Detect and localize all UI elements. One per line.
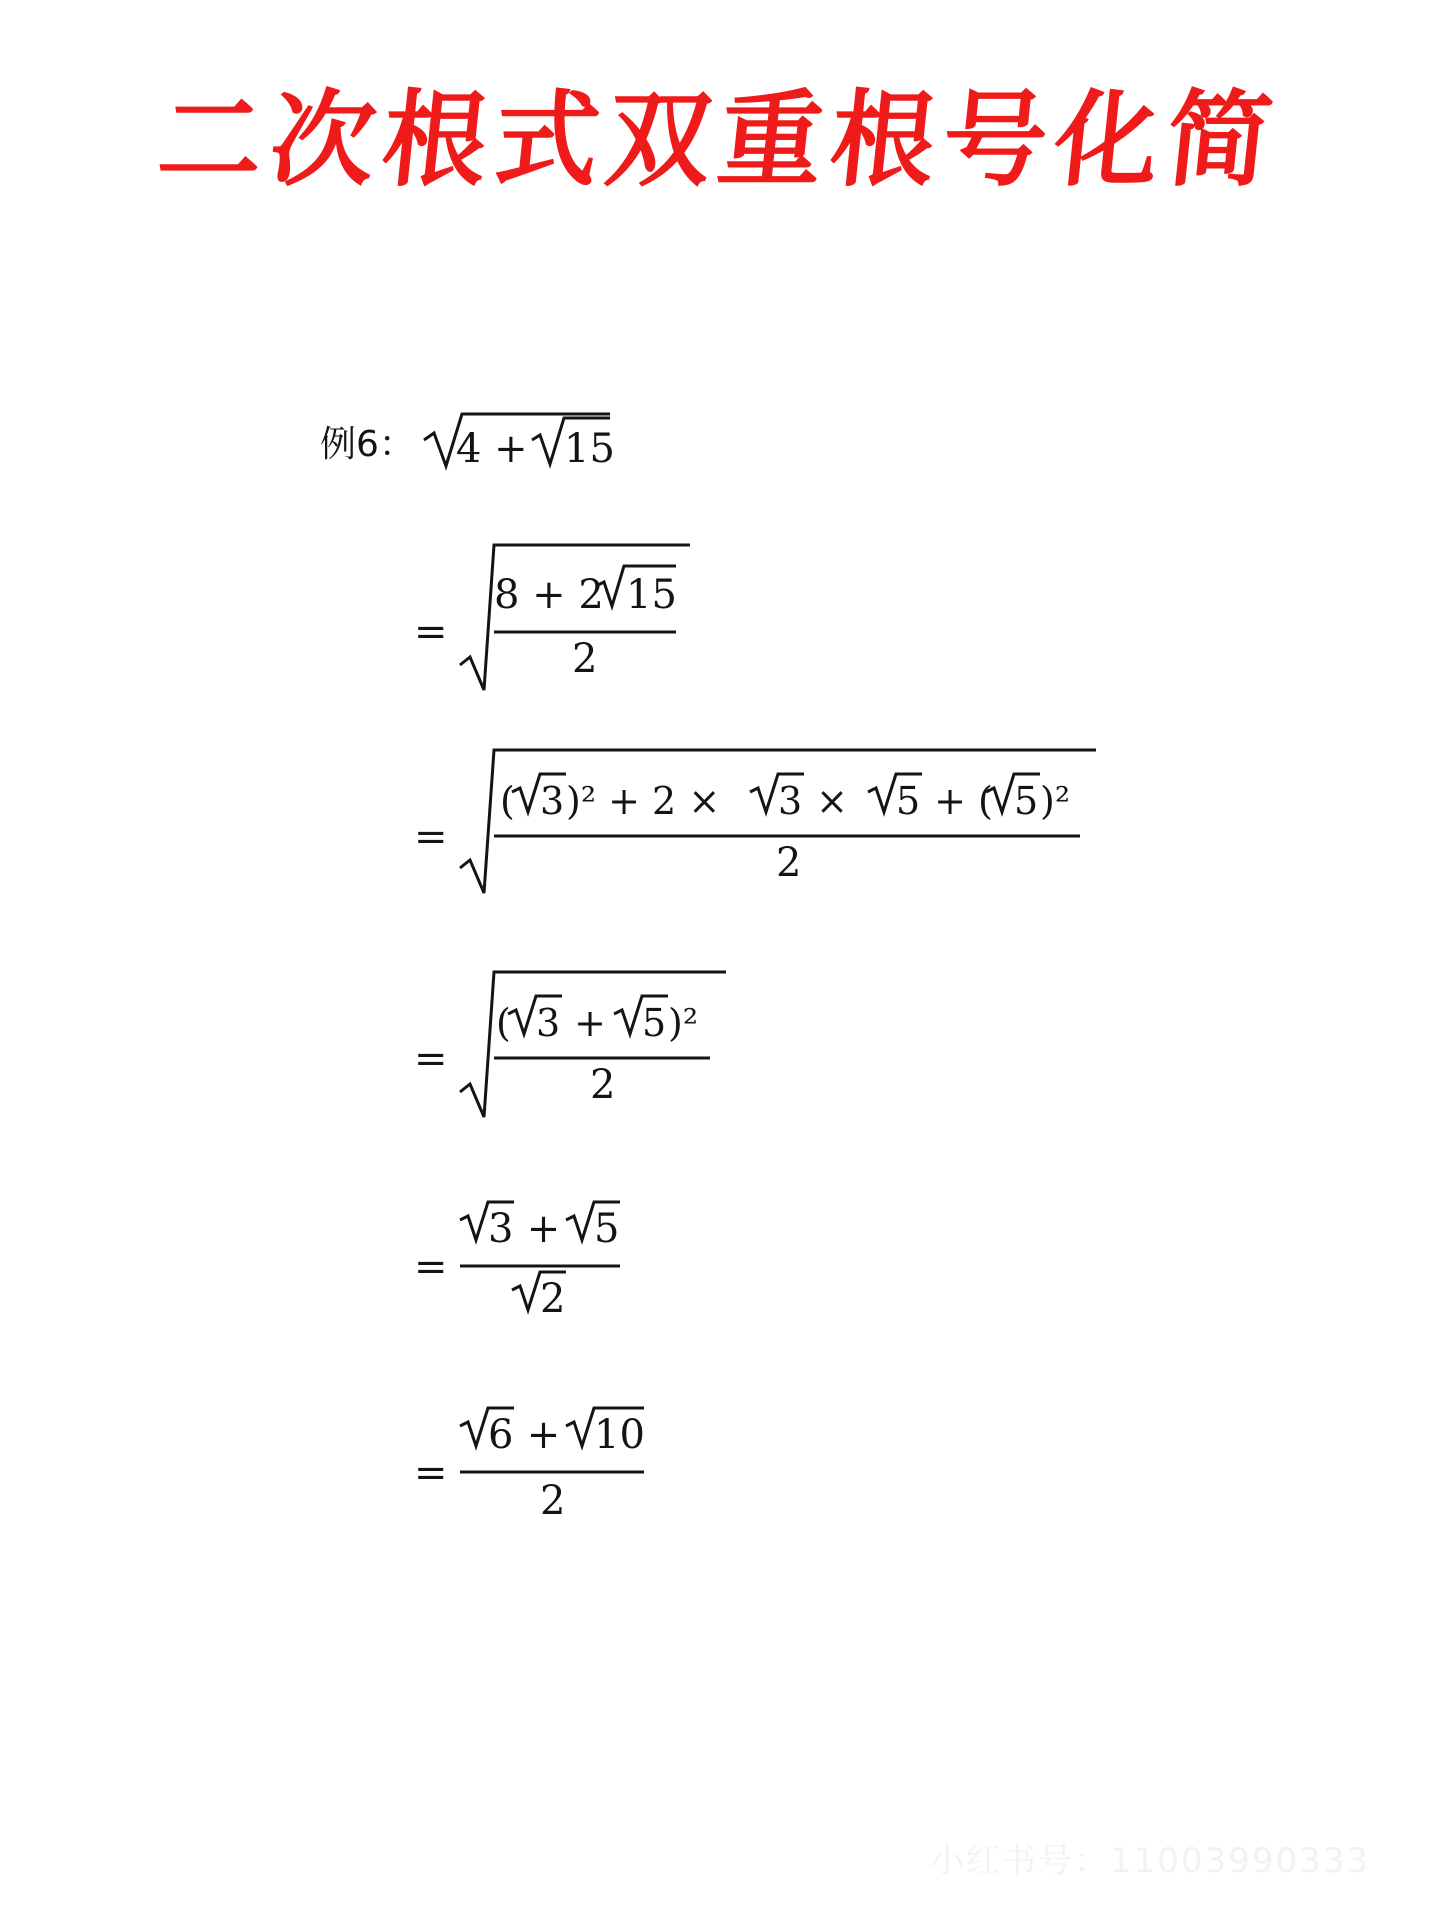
- denominator: 2: [572, 636, 598, 682]
- term-text: + (: [922, 779, 993, 823]
- denominator: 2: [590, 1062, 616, 1108]
- step-1: [414, 545, 690, 690]
- equals-sign: =: [414, 1244, 448, 1290]
- term-text: (: [500, 779, 515, 823]
- equals-sign: =: [414, 814, 448, 860]
- term-text: +: [562, 1001, 618, 1045]
- numerator-radicand: 15: [626, 572, 677, 618]
- equals-sign: =: [414, 609, 448, 655]
- radicand: 10: [594, 1412, 645, 1458]
- denominator-radicand: 2: [540, 1276, 566, 1322]
- radicand: 5: [896, 779, 921, 823]
- radicand: 6: [488, 1412, 514, 1458]
- page-title: 二次根式双重根号化简: [152, 79, 1286, 201]
- example-problem: [320, 414, 615, 472]
- term-text: )²: [1040, 779, 1071, 823]
- problem-term-b: 15: [564, 426, 615, 472]
- radicand: 3: [488, 1206, 514, 1252]
- radicand: 5: [642, 1001, 667, 1045]
- step-3: [414, 972, 726, 1117]
- term-text: +: [514, 1206, 573, 1252]
- term-text: )² + 2 ×: [566, 779, 733, 823]
- denominator: 2: [540, 1478, 566, 1524]
- equals-sign: =: [414, 1036, 448, 1082]
- term-text: ×: [804, 779, 860, 823]
- radicand: 3: [778, 779, 803, 823]
- step-5: [414, 1408, 645, 1524]
- equals-sign: =: [414, 1450, 448, 1496]
- denominator: 2: [776, 840, 802, 886]
- radicand: 5: [594, 1206, 620, 1252]
- term-text: )²: [668, 1001, 699, 1045]
- radicand: 5: [1014, 779, 1039, 823]
- problem-term-a: 4 +: [456, 426, 528, 472]
- watermark-text: 小红书号：11003990333: [930, 1841, 1370, 1881]
- example-label: 例6：: [320, 424, 415, 465]
- radicand: 3: [536, 1001, 561, 1045]
- term-text: +: [514, 1412, 573, 1458]
- step-2: [414, 750, 1096, 893]
- step-4: [414, 1202, 620, 1322]
- radicand: 3: [540, 779, 565, 823]
- term-text: (: [496, 1001, 511, 1045]
- numerator-text: 8 + 2: [494, 572, 604, 618]
